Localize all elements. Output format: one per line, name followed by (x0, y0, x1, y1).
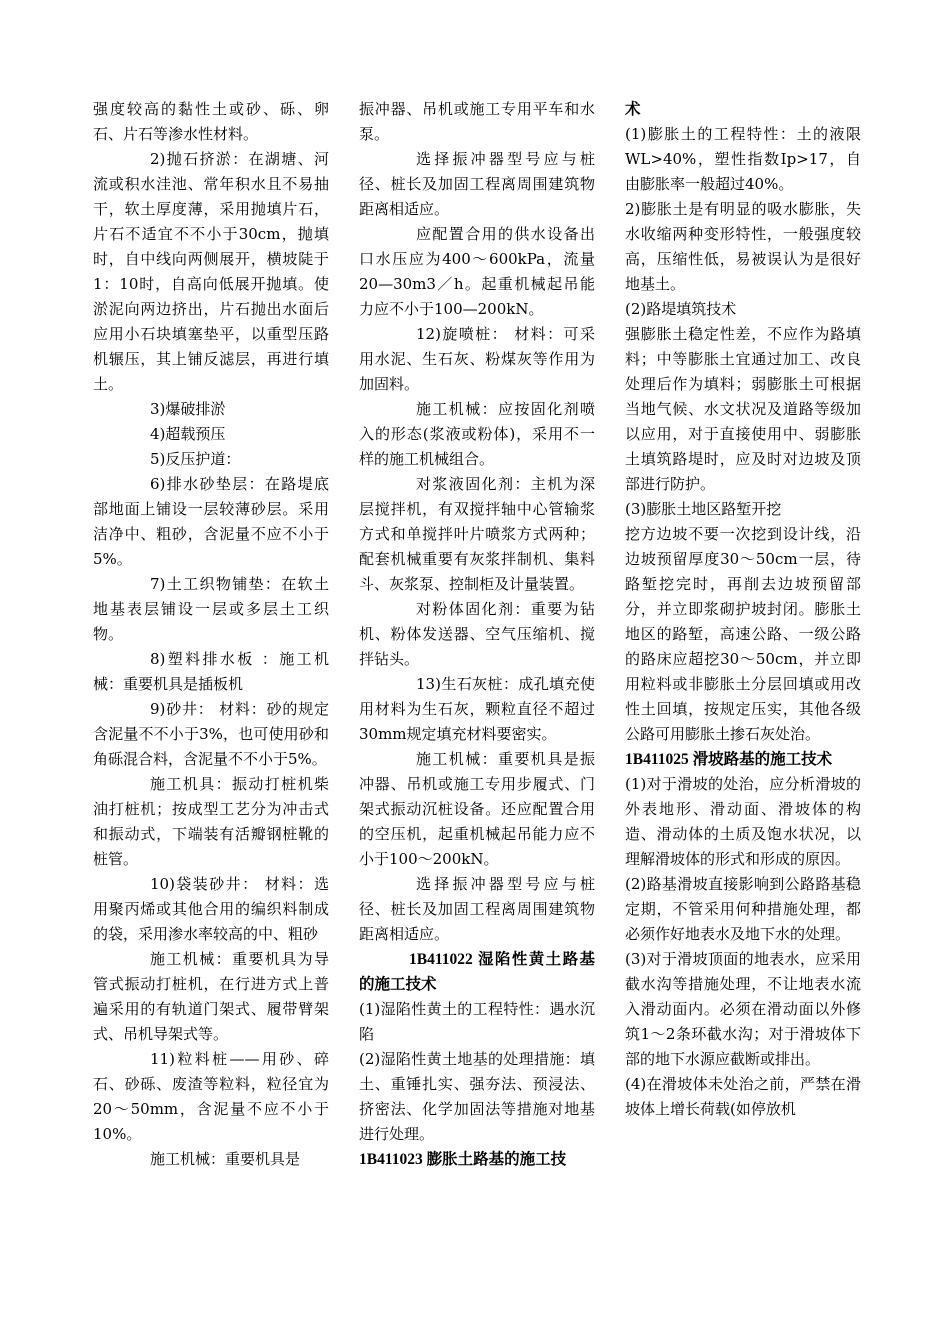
paragraph: (4)在滑坡体未处治之前，严禁在滑坡体上增长荷载(如停放机 (625, 1075, 861, 1118)
paragraph: 施工机具：振动打桩机柴油打桩机；按成型工艺分为冲击式和振动式，下端装有活瓣钢桩靴的桩管。 (93, 775, 329, 868)
text-column-left (93, 97, 329, 1172)
paragraph: 施工机械：应按固化剂喷入的形态(浆液或粉体)，采用不一样的施工机械组合。 (359, 400, 595, 468)
paragraph: 应配置合用的供水设备出口水压应为400～600kPa，流量20—30m3／h。起重机械起吊能力应不小于100—200kN。 (359, 225, 595, 318)
paragraph: 施工机械：重要机具是振冲器、吊机或施工专用步履式、门架式振动沉桩设备。还应配置合用的空压机，起重机械起吊能力应不小于100～200kN。 (359, 750, 595, 868)
paragraph: 3)爆破排淤 (150, 400, 226, 418)
paragraph: 强膨胀土稳定性差，不应作为路填料；中等膨胀土宜通过加工、改良处理后作为填料；弱膨胀土可根据当地气候、水文状况及道路等级加以应用，对于直接使用中、弱膨胀土填筑路堤时，应及时对边坡及顶部进行防护。 (625, 325, 861, 493)
paragraph: (1)对于滑坡的处治，应分析滑坡的外表地形、滑动面、滑坡体的构造、滑动体的土质及饱水状况，以理解滑坡体的形式和形成的原因。 (625, 775, 861, 868)
paragraph: 强度较高的黏性土或砂、砾、卵石、片石等渗水性材料。 (93, 100, 329, 143)
section-heading: 1B411022 湿陷性黄土路基的施工技术 (359, 951, 595, 993)
paragraph: (3)膨胀土地区路堑开挖 (625, 500, 782, 518)
paragraph: 2)膨胀土是有明显的吸水膨胀，失水收缩两种变形特性，一般强度较高，压缩性低，易被误认为是很好地基土。 (625, 200, 861, 293)
paragraph: 13)生石灰桩：成孔填充使用材料为生石灰，颗粒直径不超过30mm规定填充材料要密实。 (359, 675, 595, 743)
paragraph: 11)粒料桩——用砂、碎石、砂砾、废渣等粒料，粒径宜为20～50mm，含泥量不应不小于10%。 (93, 1050, 329, 1143)
paragraph: (3)对于滑坡顶面的地表水，应采用截水沟等措施处理，不让地表水流入滑动面内。必须在滑动面以外修筑1～2条环截水沟；对于滑坡体下部的地下水源应截断或排出。 (625, 950, 861, 1068)
section-heading: 术 (625, 101, 641, 118)
paragraph: (2)路堤填筑技术 (625, 300, 737, 318)
paragraph: 选择振冲器型号应与桩径、桩长及加固工程离周围建筑物距离相适应。 (359, 150, 595, 218)
paragraph: (1)湿陷性黄土的工程特性：遇水沉陷 (359, 1000, 595, 1043)
paragraph: 2)抛石挤淤：在湖塘、河流或积水洼池、常年积水且不易抽干，软土厚度薄，采用抛填片石，片石不适宜不不小于30cm，抛填时，自中线向两侧展开，横坡陡于1：10时，自高向低展开抛填。使淤泥向两边挤出，片石抛出水面后应用小石块填塞垫平，以重型压路机辗压，其上铺反滤层，再进行填土。 (93, 150, 329, 393)
text-column-middle (359, 97, 595, 1172)
paragraph: 施工机械：重要机具是 (150, 1150, 301, 1168)
paragraph: 对粉体固化剂：重要为钻机、粉体发送器、空气压缩机、搅拌钻头。 (359, 600, 595, 668)
paragraph: 挖方边坡不要一次挖到设计线，沿边坡预留厚度30～50cm一层，待路堑挖完时，再削去边坡预留部分，并立即浆砌护坡封闭。膨胀土地区的路堑，高速公路、一级公路的路床应超挖30～50cm，并立即用粒料或非膨胀土分层回填或用改性土回填，按规定压实，其他各级公路可用膨胀土掺石灰处治。 (625, 525, 861, 743)
paragraph: 9)砂井： 材料：砂的规定含泥量不不小于3%，也可使用砂和角砾混合料，含泥量不不小于5%。 (93, 700, 329, 768)
paragraph: 振冲器、吊机或施工专用平车和水泵。 (359, 100, 595, 143)
paragraph: (1)膨胀土的工程特性：土的液限WL>40%，塑性指数Ip>17，自由膨胀率一般超过40%。 (625, 125, 861, 193)
section-heading: 1B411023 膨胀土路基的施工技 (359, 1151, 567, 1168)
paragraph: 5)反压护道： (150, 450, 241, 468)
paragraph: 4)超载预压 (150, 425, 226, 443)
paragraph: 10)袋装砂井： 材料：选用聚丙烯或其他合用的编织料制成的袋，采用渗水率较高的中、粗砂 (93, 875, 329, 943)
paragraph: (2)路基滑坡直接影响到公路路基稳定期，不管采用何种措施处理，都必须作好地表水及地下水的处理。 (625, 875, 861, 943)
paragraph: 8)塑料排水板 ：施工机械：重要机具是插板机 (93, 650, 329, 693)
paragraph: 6)排水砂垫层：在路堤底部地面上铺设一层较薄砂层。采用洁净中、粗砂，含泥量不应不小于5%。 (93, 475, 329, 568)
paragraph: 7)土工织物铺垫：在软土地基表层铺设一层或多层土工织物。 (93, 575, 329, 643)
paragraph: 12)旋喷桩： 材料：可采用水泥、生石灰、粉煤灰等作用为加固料。 (359, 325, 595, 393)
paragraph: 对浆液固化剂：主机为深层搅拌机，有双搅拌轴中心管输浆方式和单搅拌叶片喷浆方式两种；配套机械重要有灰浆拌制机、集料斗、灰浆泵、控制柜及计量装置。 (359, 475, 595, 593)
section-heading: 1B411025 滑坡路基的施工技术 (625, 751, 833, 768)
paragraph: 施工机械：重要机具为导管式振动打桩机，在行进方式上普遍采用的有轨道门架式、履带臂架式、吊机导架式等。 (93, 950, 329, 1043)
text-column-right (625, 97, 861, 1122)
paragraph: 选择振冲器型号应与桩径、桩长及加固工程离周围建筑物距离相适应。 (359, 875, 595, 943)
paragraph: (2)湿陷性黄土地基的处理措施：填土、重锤扎实、强夯法、预浸法、挤密法、化学加固法等措施对地基进行处理。 (359, 1050, 595, 1143)
